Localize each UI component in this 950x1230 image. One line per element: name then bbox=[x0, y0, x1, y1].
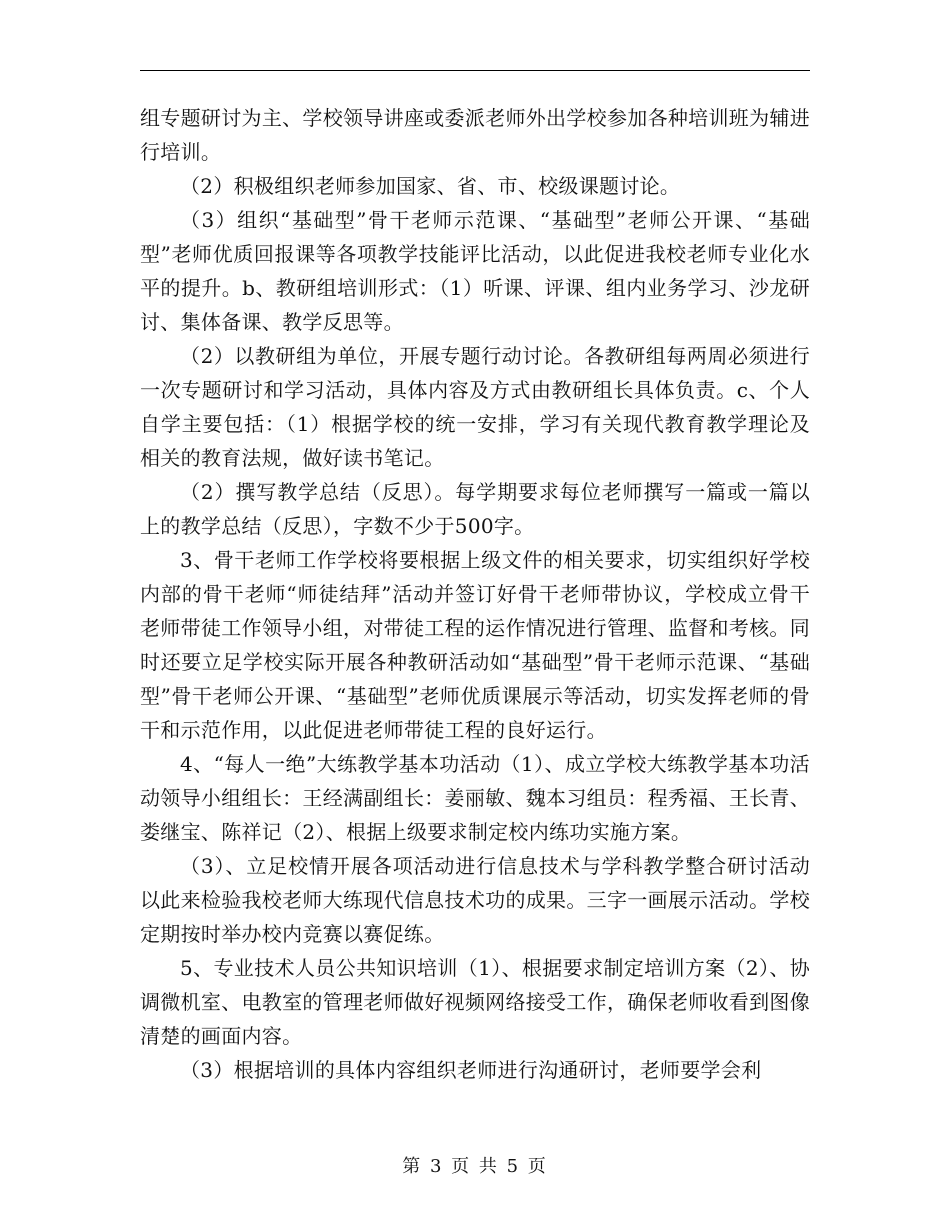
header-rule bbox=[140, 70, 810, 71]
paragraph-10: （3）根据培训的具体内容组织老师进行沟通研讨，老师要学会利 bbox=[180, 1058, 762, 1082]
paragraph-8: （3）、立足校情开展各项活动进行信息技术与学科教学整合研讨活动以此来检验我校老师大练现代信息技术功的成果。三字一画展示活动。学校定期按时举办校内竞赛以赛促练。 bbox=[140, 854, 810, 946]
page-number-footer: 第 3 页 共 5 页 bbox=[402, 1156, 548, 1177]
paragraph-7: 4、“每人一绝”大练教学基本功活动（1）、成立学校大练教学基本功活动领导小组组长：王经满副组长：姜丽敏、魏本习组员：程秀福、王长青、娄继宝、陈祥记（2）、根据上级要求制定校内练功实施方案。 bbox=[140, 752, 810, 844]
paragraph-9: 5、专业技术人员公共知识培训（1）、根据要求制定培训方案（2）、协调微机室、电教室的管理老师做好视频网络接受工作，确保老师收看到图像清楚的画面内容。 bbox=[140, 956, 810, 1048]
paragraph-6: 3、骨干老师工作学校将要根据上级文件的相关要求，切实组织好学校内部的骨干老师“师徒结拜”活动并签订好骨干老师带协议，学校成立骨干老师带徒工作领导小组，对带徒工程的运作情况进行管理、监督和考核。同时还要立足学校实际开展各种教研活动如“基础型”骨干老师示范课、“基础型”骨干老师公开课、“基础型”老师优质课展示等活动，切实发挥老师的骨干和示范作用，以此促进老师带徒工程的良好运行。 bbox=[140, 548, 810, 742]
document-body bbox=[140, 101, 810, 1087]
paragraph-3: （3）组织“基础型”骨干老师示范课、“基础型”老师公开课、“基础型”老师优质回报课等各项教学技能评比活动，以此促进我校老师专业化水平的提升。b、教研组培训形式：（1）听课、评课、组内业务学习、沙龙研讨、集体备课、教学反思等。 bbox=[140, 208, 810, 334]
paragraph-5: （2）撰写教学总结（反思）。每学期要求每位老师撰写一篇或一篇以上的教学总结（反思），字数不少于500字。 bbox=[140, 480, 810, 538]
paragraph-1: 组专题研讨为主、学校领导讲座或委派老师外出学校参加各种培训班为辅进行培训。 bbox=[140, 106, 810, 164]
paragraph-4: （2）以教研组为单位，开展专题行动讨论。各教研组每两周必须进行一次专题研讨和学习活动，具体内容及方式由教研组长具体负责。c、个人自学主要包括：（1）根据学校的统一安排，学习有关现代教育教学理论及相关的教育法规，做好读书笔记。 bbox=[140, 344, 810, 470]
paragraph-2: （2）积极组织老师参加国家、省、市、校级课题讨论。 bbox=[180, 174, 681, 198]
